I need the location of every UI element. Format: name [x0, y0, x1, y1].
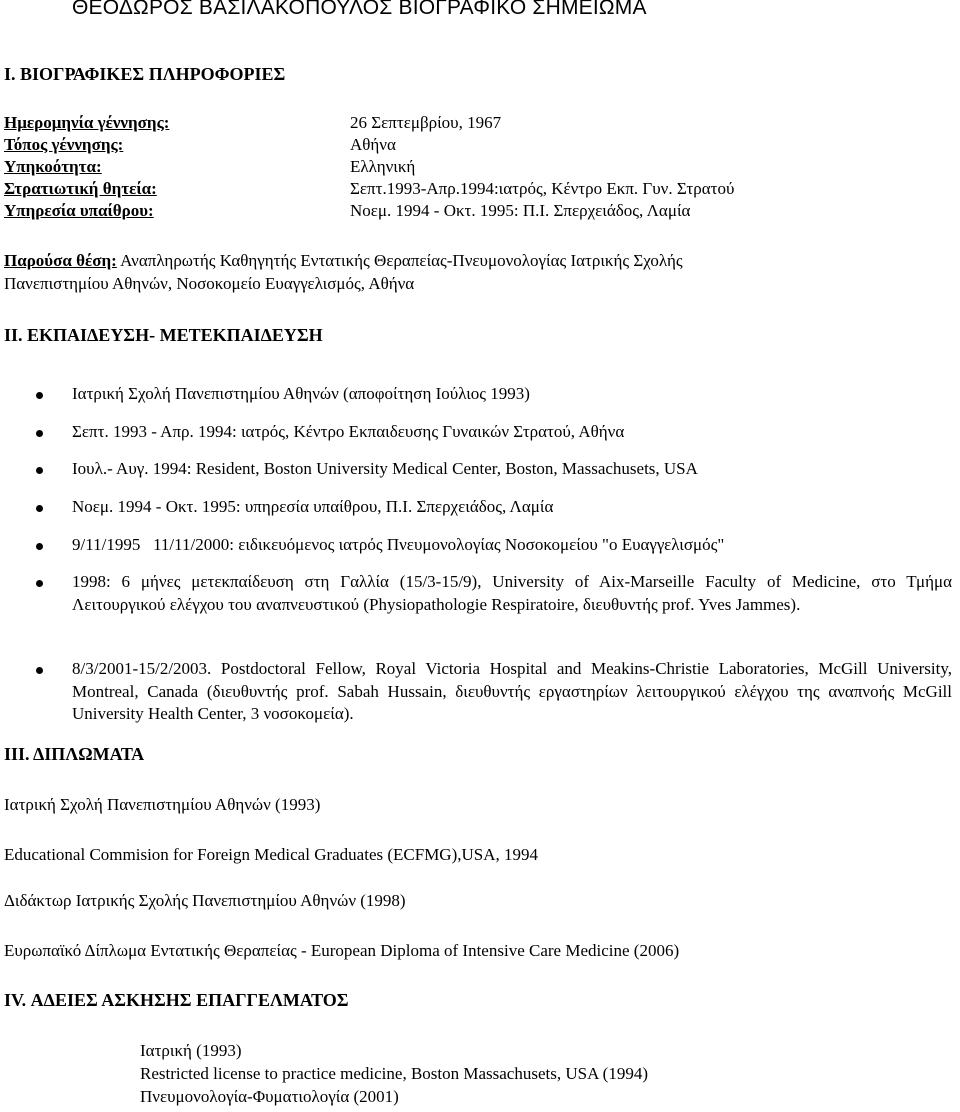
current-position-label: Παρούσα θέση:: [4, 251, 117, 270]
education-item: 1998: 6 μήνες μετεκπαίδευση στη Γαλλία (15/3-15/9), University of Aix-Marseille Faculty of Medicine, στο Τμήμα Λειτουργικού ελέγχου του αναπνευστικού (Physiopathologie Respiratoire, διευθυντής prof. Yves Jammes).: [72, 572, 952, 614]
bullet-icon: [36, 505, 43, 512]
info-label: Ημερομηνία γέννησης:: [4, 113, 170, 132]
info-label: Τόπος γέννησης:: [4, 135, 124, 154]
license-item: Restricted license to practice medicine, Boston Massachusets, USA (1994): [140, 1064, 648, 1083]
bullet-icon: [36, 543, 43, 550]
bullet-icon: [36, 580, 43, 587]
education-item: Σεπτ. 1993 - Απρ. 1994: ιατρός, Κέντρο Εκπαιδευσης Γυναικών Στρατού, Αθήνα: [72, 422, 625, 441]
info-value: Σεπτ.1993-Απρ.1994:ιατρός, Κέντρο Εκπ. Γυν. Στρατού: [350, 179, 735, 198]
education-item: Ιουλ.- Αυγ. 1994: Resident, Boston University Medical Center, Boston, Massachusets, USA: [72, 459, 698, 478]
current-position: [4, 251, 683, 271]
education-item: Ιατρική Σχολή Πανεπιστημίου Αθηνών (αποφοίτηση Ιούλιος 1993): [72, 384, 530, 403]
diploma-item: Educational Commision for Foreign Medical Graduates (ECFMG),USA, 1994: [4, 845, 539, 864]
info-value: Νοεμ. 1994 - Οκτ. 1995: Π.Ι. Σπερχειάδος, Λαμία: [350, 201, 691, 220]
bullet-icon: [36, 392, 43, 399]
license-item: Πνευμονολογία-Φυματιολογία (2001): [140, 1087, 399, 1106]
current-position-text: Αναπληρωτής Καθηγητής Εντατικής Θεραπείας-Πνευμονολογίας Ιατρικής Σχολής: [116, 251, 683, 270]
section-heading-diplomas: ΙΙΙ. ΔΙΠΛΩΜΑΤΑ: [4, 744, 145, 764]
document-title: ΘΕΟΔΩΡΟΣ ΒΑΣΙΛΑΚΟΠΟΥΛΟΣ ΒΙΟΓΡΑΦΙΚΟ ΣΗΜΕΙΩΜΑ: [72, 0, 647, 19]
info-value: 26 Σεπτεμβρίου, 1967: [350, 113, 502, 132]
info-label: Υπηρεσία υπαίθρου:: [4, 201, 154, 220]
section-heading-licenses: IV. ΑΔΕΙΕΣ ΑΣΚΗΣΗΣ ΕΠΑΓΓΕΛΜΑΤΟΣ: [4, 990, 349, 1010]
bullet-icon: [36, 467, 43, 474]
bullet-icon: [36, 430, 43, 437]
section-heading-biographical: Ι. ΒΙΟΓΡΑΦΙΚΕΣ ΠΛΗΡΟΦΟΡΙΕΣ: [4, 64, 286, 84]
education-item: 8/3/2001-15/2/2003. Postdoctoral Fellow, Royal Victoria Hospital and Meakins-Christie Laboratories, McGill University, Montreal, Canada (διευθυντής prof. Sabah Hussain, διευθυντής εργαστηρίων λειτουργικού ελέγχου της αναπνοής McGill University Health Center, 3 νοσοκομεία).: [72, 659, 952, 723]
section-heading-education: ΙΙ. ΕΚΠΑΙΔΕΥΣΗ- ΜΕΤΕΚΠΑΙΔΕΥΣΗ: [4, 325, 323, 345]
education-item: Νοεμ. 1994 - Οκτ. 1995: υπηρεσία υπαίθρου, Π.Ι. Σπερχειάδος, Λαμία: [72, 497, 554, 516]
current-position-line2: Πανεπιστημίου Αθηνών, Νοσοκομείο Ευαγγελισμός, Αθήνα: [4, 274, 415, 293]
info-value: Αθήνα: [350, 135, 396, 154]
license-item: Ιατρική (1993): [140, 1041, 242, 1060]
diploma-item: Ευρωπαϊκό Δίπλωμα Εντατικής Θεραπείας - European Diploma of Intensive Care Medicine (2006): [4, 941, 680, 960]
bullet-icon: [36, 667, 43, 674]
diploma-item: Διδάκτωρ Ιατρικής Σχολής Πανεπιστημίου Αθηνών (1998): [4, 891, 406, 910]
info-label: Στρατιωτική θητεία:: [4, 179, 157, 198]
education-item: 9/11/1995 11/11/2000: ειδικευόμενος ιατρός Πνευμονολογίας Νοσοκομείου "ο Ευαγγελισμός": [72, 535, 725, 554]
info-value: Ελληνική: [350, 157, 416, 176]
diploma-item: Ιατρική Σχολή Πανεπιστημίου Αθηνών (1993): [4, 795, 321, 814]
info-label: Υπηκοότητα:: [4, 157, 102, 176]
